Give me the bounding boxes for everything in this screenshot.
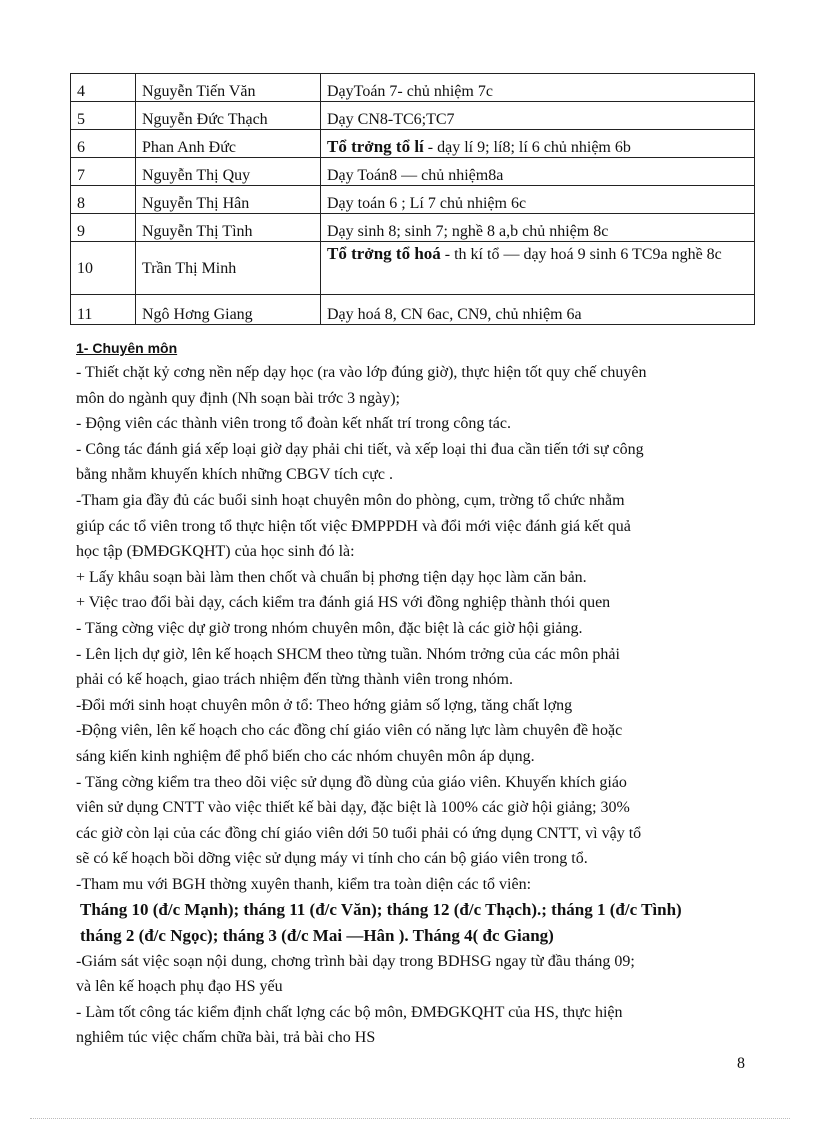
row-number: 6 [71, 130, 136, 158]
teacher-duty: Dạy hoá 8, CN 6ac, CN9, chủ nhiệm 6a [321, 295, 755, 325]
teacher-name: Nguyễn Thị Tình [136, 214, 321, 242]
paragraph-line: giúp các tổ viên trong tổ thực hiện tốt việc ĐMPPDH và đổi mới việc đánh giá kết quả [76, 517, 631, 535]
teacher-duty-cell [321, 130, 755, 158]
footer-divider [30, 1118, 790, 1119]
paragraph-line: phải có kế hoạch, giao trách nhiệm đến từng thành viên trong nhóm. [76, 671, 513, 689]
paragraph-line: học tập (ĐMĐGKQHT) của học sinh đó là: [76, 543, 355, 561]
table-row [71, 74, 755, 102]
table-row [71, 242, 755, 295]
teacher-duty: - th kí tổ — dạy hoá 9 sinh 6 TC9a nghề 8c [440, 246, 722, 263]
row-number: 10 [71, 242, 136, 295]
row-number: 8 [71, 186, 136, 214]
teacher-duty: Dạy sinh 8; sinh 7; nghề 8 a,b chủ nhiệm 8c [321, 214, 755, 242]
paragraph-line: viên sử dụng CNTT vào việc thiết kế bài dạy, đặc biệt là 100% các giờ hội giảng; 30% [76, 799, 630, 817]
staff-table [70, 73, 755, 325]
paragraph-line: -Giám sát việc soạn nội dung, chơng trình bài dạy trong BDHSG ngay từ đầu tháng 09; [76, 952, 635, 970]
row-number: 5 [71, 102, 136, 130]
schedule-line: tháng 2 (đ/c Ngọc); tháng 3 (đ/c Mai —Hân ). Tháng 4( đc Giang) [80, 926, 554, 946]
teacher-name: Nguyễn Thị Quy [136, 158, 321, 186]
paragraph-line: - Tăng cờng kiểm tra theo dõi việc sử dụng đồ dùng của giáo viên. Khuyến khích giáo [76, 773, 627, 791]
teacher-name: Nguyễn Đức Thạch [136, 102, 321, 130]
paragraph-line: -Động viên, lên kế hoạch cho các đồng chí giáo viên có năng lực làm chuyên đề hoặc [76, 722, 623, 740]
paragraph-line: - Tăng cờng việc dự giờ trong nhóm chuyên môn, đặc biệt là các giờ hội giảng. [76, 619, 583, 637]
paragraph-line: môn do ngành quy định (Nh soạn bài trớc 3 ngày); [76, 389, 400, 407]
teacher-name: Phan Anh Đức [136, 130, 321, 158]
teacher-duty: DạyToán 7- chủ nhiệm 7c [321, 74, 755, 102]
teacher-duty: Dạy Toán8 — chủ nhiệm8a [321, 158, 755, 186]
teacher-duty: Dạy toán 6 ; Lí 7 chủ nhiệm 6c [321, 186, 755, 214]
row-number: 4 [71, 74, 136, 102]
paragraph-line: - Lên lịch dự giờ, lên kế hoạch SHCM theo từng tuần. Nhóm trởng của các môn phải [76, 645, 620, 663]
teacher-name: Nguyễn Tiến Văn [136, 74, 321, 102]
section-heading: 1- Chuyên môn [76, 340, 178, 356]
paragraph-line: - Thiết chặt kỷ cơng nền nếp dạy học (ra vào lớp đúng giờ), thực hiện tốt quy chế chuyên [76, 364, 647, 381]
table-row [71, 102, 755, 130]
paragraph-line: các giờ còn lại của các đồng chí giáo viên dới 50 tuổi phải có ứng dụng CNTT, vì vậy tổ [76, 824, 642, 842]
paragraph-line: - Động viên các thành viên trong tổ đoàn kết nhất trí trong công tác. [76, 415, 511, 433]
paragraph-line: -Đổi mới sinh hoạt chuyên môn ở tổ: Theo hớng giảm số lợng, tăng chất lợng [76, 696, 573, 714]
paragraph-line: bằng nhằm khuyến khích những CBGV tích cực . [76, 466, 393, 484]
paragraph-line: -Tham mu với BGH thờng xuyên thanh, kiểm tra toàn diện các tổ viên: [76, 875, 532, 893]
paragraph-line: -Tham gia đầy đủ các buổi sinh hoạt chuyên môn do phòng, cụm, trờng tổ chức nhằm [76, 491, 625, 509]
page-number: 8 [737, 1055, 745, 1072]
paragraph-line: sáng kiến kinh nghiệm để phổ biến cho các nhóm chuyên môn áp dụng. [76, 747, 535, 765]
role-title: Tổ trởng tổ lí [327, 137, 424, 156]
table-row [71, 214, 755, 242]
row-number: 11 [71, 295, 136, 325]
paragraph-line: - Công tác đánh giá xếp loại giờ dạy phải chi tiết, và xếp loại thi đua cần tiến tới sự công [76, 440, 644, 458]
section-body [76, 360, 756, 1051]
paragraph-line: + Lấy khâu soạn bài làm then chốt và chuẩn bị phơng tiện dạy học làm căn bản. [76, 568, 587, 586]
row-number: 7 [71, 158, 136, 186]
table-row [71, 130, 755, 158]
paragraph-line: nghiêm túc việc chấm chữa bài, trả bài cho HS [76, 1029, 376, 1047]
paragraph-line: - Làm tốt công tác kiểm định chất lợng các bộ môn, ĐMĐGKQHT của HS, thực hiện [76, 1003, 623, 1021]
teacher-duty-cell [321, 242, 755, 295]
paragraph-line: sẽ có kế hoạch bồi dỡng việc sử dụng máy vi tính cho cán bộ giáo viên trong tổ. [76, 850, 588, 868]
paragraph-line: + Việc trao đổi bài dạy, cách kiểm tra đánh giá HS với đồng nghiệp thành thói quen [76, 594, 611, 612]
table-row [71, 295, 755, 325]
teacher-duty: Dạy CN8-TC6;TC7 [321, 102, 755, 130]
teacher-name: Trần Thị Minh [136, 242, 321, 295]
teacher-name: Nguyễn Thị Hân [136, 186, 321, 214]
role-title: Tổ trởng tổ hoá [327, 244, 441, 263]
teacher-duty: - dạy lí 9; lí8; lí 6 chủ nhiệm 6b [423, 139, 631, 156]
table-row [71, 158, 755, 186]
table-row [71, 186, 755, 214]
teacher-name: Ngô Hơng Giang [136, 295, 321, 325]
row-number: 9 [71, 214, 136, 242]
schedule-line: Tháng 10 (đ/c Mạnh); tháng 11 (đ/c Văn); tháng 12 (đ/c Thạch).; tháng 1 (đ/c Tình) [80, 900, 682, 920]
paragraph-line: và lên kế hoạch phụ đạo HS yếu [76, 978, 283, 996]
